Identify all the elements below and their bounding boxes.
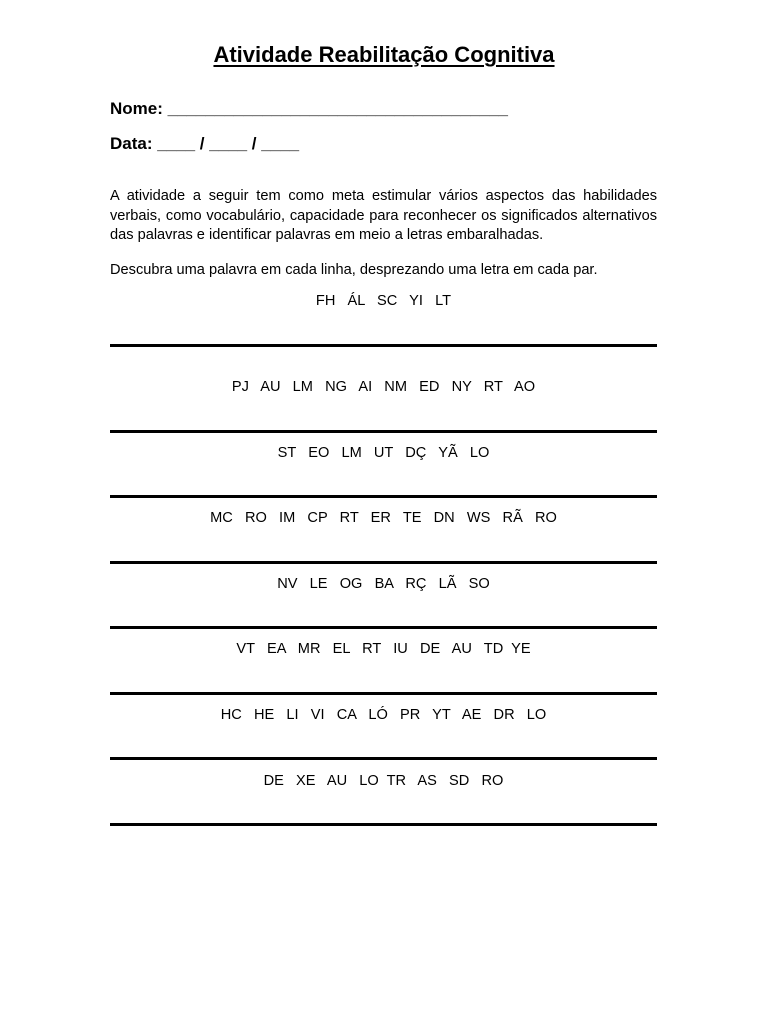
letter-pairs-row: PJ AU LM NG AI NM ED NY RT AO bbox=[231, 379, 536, 395]
letter-pairs-row: ST EO LM UT DÇ YÃ LO bbox=[277, 445, 490, 461]
letter-pairs-row: VT EA MR EL RT IU DE AU TD YE bbox=[236, 641, 531, 657]
letter-pairs-row: FH ÁL SC YI LT bbox=[315, 293, 452, 309]
name-field: Nome: ____________________________________ bbox=[110, 99, 508, 118]
answer-line bbox=[110, 626, 657, 629]
answer-line bbox=[110, 344, 657, 347]
letter-pairs-row: HC HE LI VI CA LÓ PR YT AE DR LO bbox=[220, 707, 547, 723]
letter-pairs-row: NV LE OG BA RÇ LÃ SO bbox=[277, 576, 490, 592]
answer-line bbox=[110, 495, 657, 498]
answer-line bbox=[110, 757, 657, 760]
answer-line bbox=[110, 692, 657, 695]
date-field: Data: ____ / ____ / ____ bbox=[110, 134, 300, 153]
worksheet-title: Atividade Reabilitação Cognitiva bbox=[213, 42, 555, 67]
answer-line bbox=[110, 561, 657, 564]
letter-pairs-row: MC RO IM CP RT ER TE DN WS RÃ RO bbox=[210, 510, 557, 526]
letter-pairs-row: DE XE AU LO TR AS SD RO bbox=[263, 773, 504, 789]
instructions-paragraph: A atividade a seguir tem como meta estimular vários aspectos das habilidades verbais, como vocabulário, capacidade para reconhecer os significados alternativos das palavras e identificar palavras em meio a letras embaralhadas. bbox=[110, 188, 657, 243]
answer-line bbox=[110, 823, 657, 826]
answer-line bbox=[110, 430, 657, 433]
task-instruction: Descubra uma palavra em cada linha, desprezando uma letra em cada par. bbox=[110, 262, 598, 278]
